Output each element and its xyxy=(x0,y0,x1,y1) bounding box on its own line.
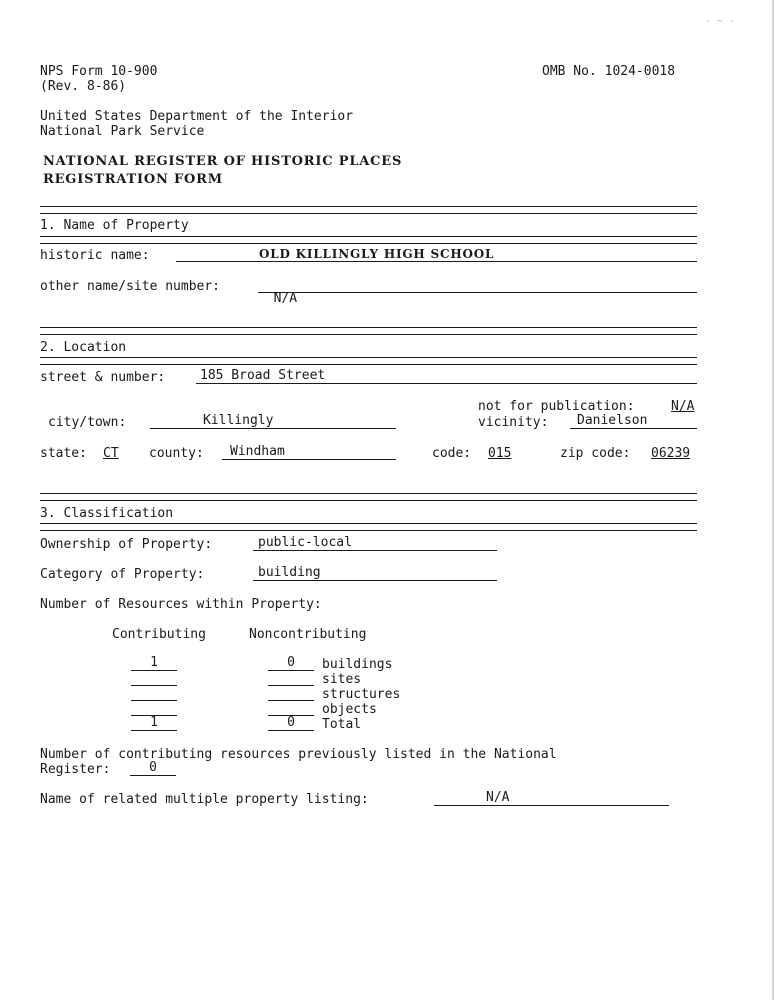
omb-number: OMB No. 1024-0018 xyxy=(542,64,676,79)
county-field[interactable] xyxy=(222,445,396,460)
section-1-heading: 1. Name of Property xyxy=(40,218,189,233)
ownership-value: public-local xyxy=(258,535,352,550)
category-label: Category of Property: xyxy=(40,567,205,582)
city-field[interactable] xyxy=(150,414,396,429)
resource-label-structures: structures xyxy=(322,687,401,702)
contributing-count-sites[interactable] xyxy=(131,671,177,686)
vicinity-label: vicinity: xyxy=(478,415,549,430)
other-name-value: N/A xyxy=(273,291,298,306)
other-name-label: other name/site number: xyxy=(40,279,221,294)
county-label: county: xyxy=(149,446,204,461)
vicinity-value: Danielson xyxy=(577,413,648,428)
noncontributing-count-buildings[interactable]: 0 xyxy=(268,656,314,671)
not-for-publication-label: not for publication: xyxy=(478,399,635,414)
historic-name-field[interactable] xyxy=(176,247,697,262)
scan-speck: · ~ · xyxy=(705,16,736,27)
service-name: National Park Service xyxy=(40,124,205,139)
county-value: Windham xyxy=(230,444,285,459)
contributing-count-objects[interactable] xyxy=(131,701,177,716)
previously-listed-field[interactable]: 0 xyxy=(130,761,176,776)
department-name: United States Department of the Interior xyxy=(40,109,354,124)
noncontributing-count-objects[interactable] xyxy=(268,701,314,716)
multiple-listing-label: Name of related multiple property listing: xyxy=(40,792,369,807)
category-field[interactable] xyxy=(253,566,497,581)
multiple-listing-value: N/A xyxy=(486,790,510,805)
other-name-field[interactable] xyxy=(258,278,697,306)
section-2-heading: 2. Location xyxy=(40,340,127,355)
section-rule xyxy=(40,206,697,214)
street-value: 185 Broad Street xyxy=(200,368,326,383)
historic-name-label: historic name: xyxy=(40,248,150,263)
previously-listed-label-cont: Register: xyxy=(40,762,111,777)
vicinity-field[interactable] xyxy=(570,414,697,429)
multiple-listing-field[interactable] xyxy=(434,791,669,806)
code-value[interactable]: 015 xyxy=(488,446,512,461)
resources-label: Number of Resources within Property: xyxy=(40,597,322,612)
zip-value[interactable]: 06239 xyxy=(651,446,691,461)
category-value: building xyxy=(258,565,321,580)
city-label: city/town: xyxy=(48,415,127,430)
noncontributing-header: Noncontributing xyxy=(249,627,367,642)
noncontributing-count-structures[interactable] xyxy=(268,686,314,701)
noncontributing-count-total[interactable]: 0 xyxy=(268,716,314,731)
street-label: street & number: xyxy=(40,370,166,385)
zip-label: zip code: xyxy=(560,446,631,461)
section-rule xyxy=(40,523,697,531)
ownership-label: Ownership of Property: xyxy=(40,537,213,552)
resource-label-objects: objects xyxy=(322,702,377,717)
historic-name-value: OLD KILLINGLY HIGH SCHOOL xyxy=(259,247,495,261)
resource-label-total: Total xyxy=(322,717,362,732)
contributing-header: Contributing xyxy=(112,627,206,642)
not-for-publication-value[interactable]: N/A xyxy=(671,399,695,414)
street-field[interactable] xyxy=(196,369,697,384)
city-value: Killingly xyxy=(203,413,274,428)
ownership-field[interactable] xyxy=(253,536,497,551)
section-3-heading: 3. Classification xyxy=(40,506,174,521)
resource-label-buildings: buildings xyxy=(322,657,393,672)
section-rule xyxy=(40,327,697,335)
code-label: code: xyxy=(432,446,472,461)
section-rule xyxy=(40,236,697,244)
section-rule xyxy=(40,493,697,501)
form-subtitle: REGISTRATION FORM xyxy=(43,172,223,187)
form-revision: (Rev. 8-86) xyxy=(40,79,127,94)
contributing-count-buildings[interactable]: 1 xyxy=(131,656,177,671)
state-value[interactable]: CT xyxy=(103,446,119,461)
form-number: NPS Form 10-900 xyxy=(40,64,158,79)
contributing-count-structures[interactable] xyxy=(131,686,177,701)
previously-listed-label: Number of contributing resources previously listed in the National xyxy=(40,747,557,762)
section-rule xyxy=(40,357,697,365)
resource-label-sites: sites xyxy=(322,672,362,687)
contributing-count-total[interactable]: 1 xyxy=(131,716,177,731)
form-title: NATIONAL REGISTER OF HISTORIC PLACES xyxy=(43,154,403,169)
state-label: state: xyxy=(40,446,87,461)
noncontributing-count-sites[interactable] xyxy=(268,671,314,686)
